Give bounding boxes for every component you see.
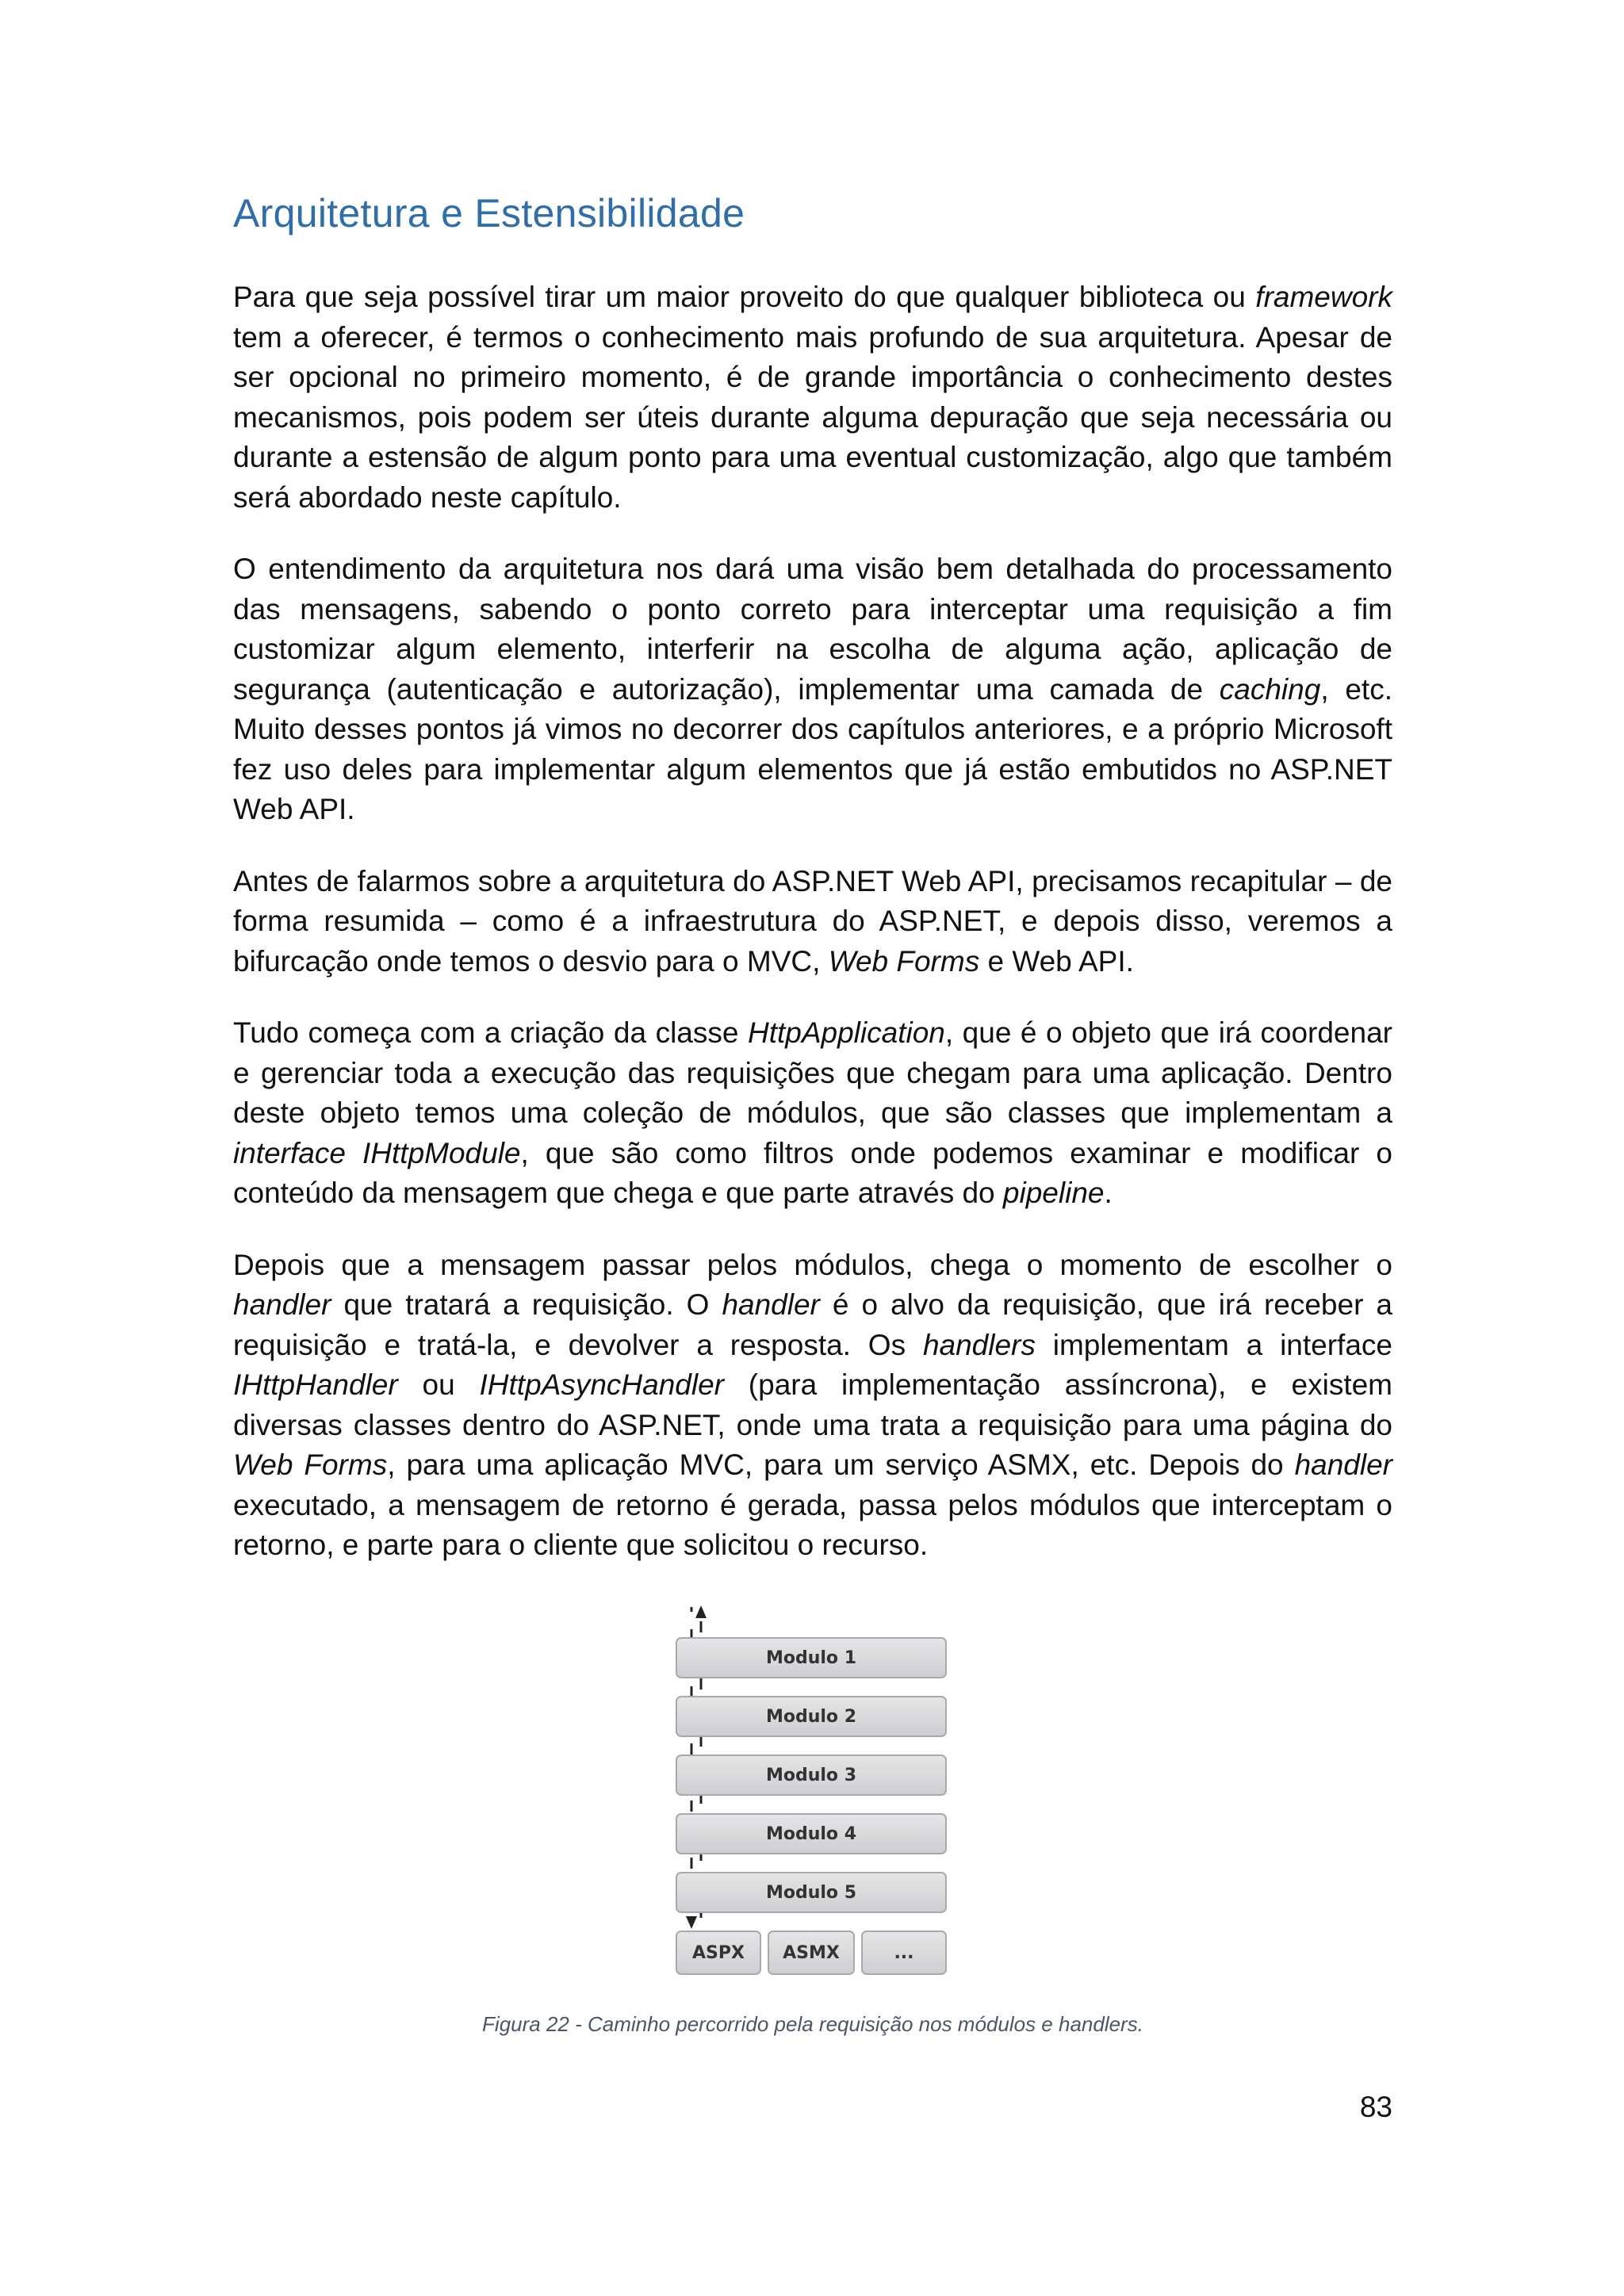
paragraph-4: [233, 1013, 1392, 1214]
module-box-1: Modulo 1: [676, 1637, 947, 1678]
italic-term: HttpApplication: [747, 1016, 945, 1049]
text-run: implementam a interface: [1035, 1328, 1392, 1361]
text-run: tem a oferecer, é termos o conhecimento mais profundo de sua arquitetura. Apesar de ser opcional no primeiro momento, é de grande importância o conhecimento destes mecanismos, pois podem ser úteis durante alguma depuração que seja necessária ou durante a estensão de algum ponto para uma eventual customização, algo que também será abordado neste capítulo.: [233, 320, 1392, 514]
text-run: (para implementação assíncrona), e existem diversas classes dentro do ASP.NET, onde uma trata a requisição para uma página do: [233, 1368, 1392, 1441]
text-run: ou: [397, 1368, 480, 1401]
italic-term: caching: [1219, 672, 1321, 706]
paragraph-3: [233, 862, 1392, 982]
module-box-2: Modulo 2: [676, 1696, 947, 1737]
text-run: e Web API.: [979, 944, 1134, 978]
module-box-3: Modulo 3: [676, 1755, 947, 1796]
section-title: Arquitetura e Estensibilidade: [233, 191, 745, 235]
text-run: Depois que a mensagem passar pelos módulos, chega o momento de escolher o: [233, 1248, 1392, 1281]
italic-term: handlers: [922, 1328, 1036, 1361]
paragraph-5: [233, 1246, 1392, 1566]
text-run: Tudo começa com a criação da classe: [233, 1016, 748, 1049]
italic-term: pipeline: [1002, 1177, 1105, 1209]
text-run: Para que seja possível tirar um maior proveito do que qualquer biblioteca ou: [233, 281, 1256, 313]
text-run: , para uma aplicação MVC, para um serviço ASMX, etc. Depois do: [387, 1448, 1295, 1481]
text-run: O entendimento da arquitetura nos dará uma visão bem detalhada do processamento das mensagens, sabendo o ponto correto para interceptar uma requisição a fim customizar algum elemento, interferir na escolha de alguma ação, aplicação de segurança (autenticação e autorização), implementar uma camada de: [233, 553, 1392, 706]
text-run: .: [1104, 1177, 1113, 1209]
italic-term: handler: [233, 1288, 331, 1321]
italic-term: interface IHttpModule: [233, 1136, 521, 1169]
italic-term: Web Forms: [828, 944, 980, 978]
text-run: , etc. Muito desses pontos já vimos no decorrer dos capítulos anteriores, e a próprio Microsoft fez uso deles para implementar algum elementos que já estão embutidos no ASP.NET Web API.: [233, 672, 1392, 825]
paragraph-1: [233, 277, 1392, 518]
handler-box-other: ...: [861, 1931, 947, 1975]
figure-caption: Figura 22 - Caminho percorrido pela requisição nos módulos e handlers.: [482, 2012, 1143, 2036]
handler-box-aspx: ASPX: [676, 1931, 761, 1975]
paragraph-2: [233, 549, 1392, 830]
text-run: é o alvo da requisição, que irá receber a requisição e tratá-la, e devolver a resposta. Os: [233, 1288, 1392, 1361]
text-run: que tratará a requisição. O: [331, 1288, 722, 1321]
italic-term: Web Forms: [233, 1448, 388, 1481]
italic-term: framework: [1255, 281, 1392, 313]
page-number: 83: [1359, 2091, 1392, 2123]
italic-term: IHttpHandler: [233, 1368, 398, 1401]
italic-term: IHttpAsyncHandler: [479, 1368, 724, 1401]
italic-term: handler: [1294, 1448, 1392, 1481]
text-run: executado, a mensagem de retorno é gerada, passa pelos módulos que interceptam o retorno, e parte para o cliente que solicitou o recurso.: [233, 1488, 1392, 1561]
text-run: , que são como filtros onde podemos examinar e modificar o conteúdo da mensagem que chega e que parte através do: [233, 1136, 1392, 1209]
text-run: , que é o objeto que irá coordenar e gerenciar toda a execução das requisições que chegam para uma aplicação. Dentro deste objeto temos uma coleção de módulos, que são classes que implementam a: [233, 1016, 1392, 1129]
module-box-5: Modulo 5: [676, 1872, 947, 1913]
handler-box-asmx: ASMX: [768, 1931, 855, 1975]
module-box-4: Modulo 4: [676, 1813, 947, 1854]
italic-term: handler: [722, 1288, 820, 1321]
body-text: [233, 277, 1392, 1598]
text-run: Antes de falarmos sobre a arquitetura do ASP.NET Web API, precisamos recapitular – de forma resumida – como é a infraestrutura do ASP.NET, e depois disso, veremos a bifurcação onde temos o desvio para o MVC,: [233, 864, 1392, 978]
pipeline-figure: [674, 1598, 952, 1978]
